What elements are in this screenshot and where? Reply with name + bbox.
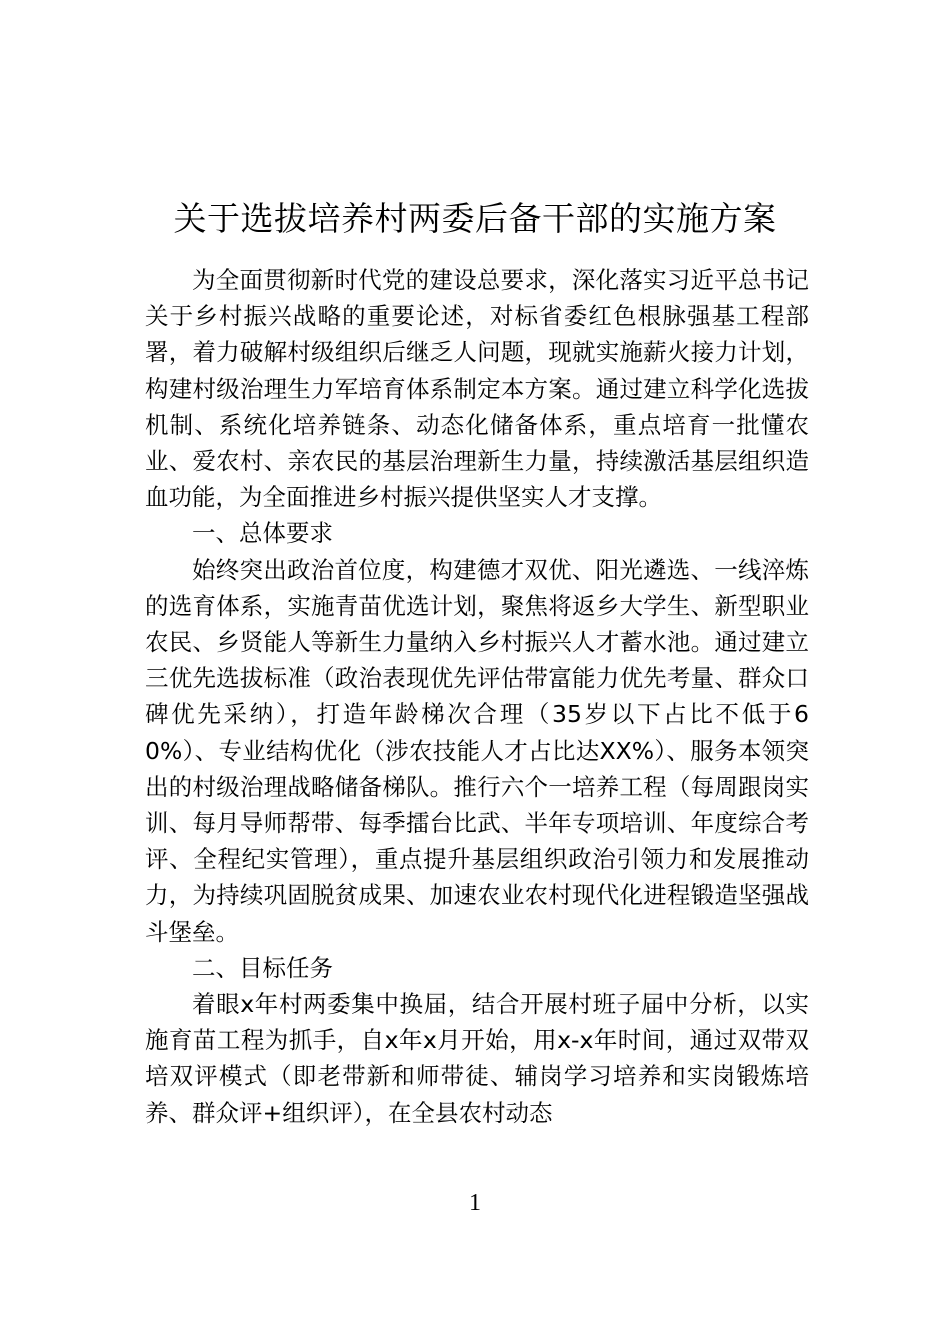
document-body bbox=[145, 262, 809, 1131]
section-body-goals-tasks: 着眼x年村两委集中换届，结合开展村班子届中分析，以实施育苗工程为抓手，自x年x月开始，用x-x年时间，通过双带双培双评模式（即老带新和师带徒、辅岗学习培养和实岗锻炼培养、群众评+组织评），在全县农村动态 bbox=[145, 990, 809, 1127]
intro-paragraph: 为全面贯彻新时代党的建设总要求，深化落实习近平总书记关于乡村振兴战略的重要论述，对标省委红色根脉强基工程部署，着力破解村级组织后继乏人问题，现就实施薪火接力计划，构建村级治理生力军培育体系制定本方案。通过建立科学化选拔机制、系统化培养链条、动态化储备体系，重点培育一批懂农业、爱农村、亲农民的基层治理新生力量，持续激活基层组织造血功能，为全面推进乡村振兴提供坚实人才支撑。 bbox=[145, 266, 809, 512]
page-number: 1 bbox=[469, 1190, 481, 1216]
section-body-overall-requirements: 始终突出政治首位度，构建德才双优、阳光遴选、一线淬炼的选育体系，实施青苗优选计划，聚焦将返乡大学生、新型职业农民、乡贤能人等新生力量纳入乡村振兴人才蓄水池。通过建立三优先选拔标准（政治表现优先评估带富能力优先考量、群众口碑优先采纳），打造年龄梯次合理（35岁以下占比不低于60%）、专业结构优化（涉农技能人才占比达XX%）、服务本领突出的村级治理战略储备梯队。推行六个一培养工程（每周跟岗实训、每月导师帮带、每季擂台比武、半年专项培训、年度综合考评、全程纪实管理），重点提升基层组织政治引领力和发展推动力，为持续巩固脱贫成果、加速农业农村现代化进程锻造坚强战斗堡垒。 bbox=[145, 555, 809, 946]
section-heading-overall-requirements: 一、总体要求 bbox=[192, 519, 333, 548]
document-title: 关于选拔培养村两委后备干部的实施方案 bbox=[173, 199, 777, 239]
section-heading-goals-tasks: 二、目标任务 bbox=[192, 953, 333, 982]
